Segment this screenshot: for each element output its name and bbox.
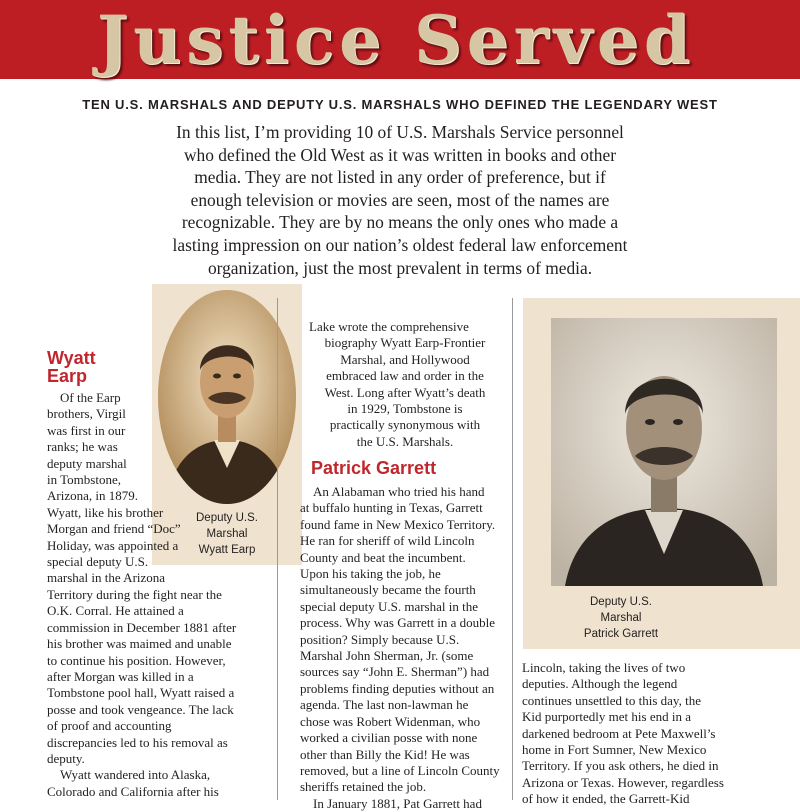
text-line: in Tombstone, bbox=[47, 472, 121, 488]
patrick-garrett-caption bbox=[563, 594, 679, 642]
text-line: commission in December 1881 after bbox=[47, 619, 237, 635]
text-line: position? Simply because U.S. bbox=[300, 631, 460, 647]
caption-line: Wyatt Earp bbox=[198, 544, 256, 556]
text-line: deputy marshal bbox=[47, 455, 127, 471]
intro-line: organization, just the most prevalent in terms of media. bbox=[207, 257, 593, 278]
wyatt-earp-text-wide bbox=[47, 587, 236, 800]
text-line: practically synonymous with bbox=[329, 417, 481, 433]
caption-line: Patrick Garrett bbox=[583, 628, 659, 640]
text-line: brothers, Virgil bbox=[47, 406, 126, 422]
text-line: chose was Robert Widenman, who bbox=[300, 713, 481, 729]
text-line: worked a civilian posse with none bbox=[300, 730, 478, 746]
text-line: County and beat the incumbent. bbox=[300, 549, 466, 565]
text-line: after Morgan was killed in a bbox=[47, 669, 194, 685]
wyatt-earp-text-narrow bbox=[47, 390, 181, 587]
text-line: special deputy U.S. marshal in the bbox=[300, 598, 478, 614]
text-line: of proof and accounting bbox=[47, 718, 172, 734]
text-line: Marshal John Sherman, Jr. (some bbox=[300, 648, 474, 664]
text-line bbox=[311, 335, 499, 351]
text-line: In January 1881, Pat Garrett had bbox=[313, 795, 482, 811]
caption-line: Marshal bbox=[600, 612, 642, 624]
text-line: to continue his position. However, bbox=[47, 652, 226, 668]
text-line: He ran for sheriff of wild Lincoln bbox=[300, 533, 475, 549]
caption-line: Deputy U.S. bbox=[590, 596, 652, 608]
text-line: sources say “John E. Sherman”) had bbox=[300, 664, 490, 680]
text-line: Marshal, and Hollywood bbox=[340, 351, 470, 367]
text-line: process. Why was Garrett in a double bbox=[300, 615, 496, 631]
text-line: Lincoln, taking the lives of two bbox=[522, 660, 686, 675]
text-line: Territory during the fight near the bbox=[47, 587, 222, 602]
text-line: his brother was maimed and unable bbox=[47, 636, 232, 652]
text-line: Arizona or Texas. However, regardless bbox=[522, 774, 724, 790]
patrick-garrett-heading: Patrick Garrett bbox=[311, 458, 437, 478]
wyatt-earp-heading bbox=[47, 349, 96, 385]
column-rule-left bbox=[277, 298, 278, 800]
text-line: sheriffs retained the job. bbox=[300, 779, 427, 795]
title-banner bbox=[0, 0, 800, 79]
text-line: Upon his taking the job, he bbox=[300, 566, 441, 582]
text-line: embraced law and order in the bbox=[326, 368, 484, 384]
text-line: Wyatt wandered into Alaska, bbox=[60, 767, 211, 783]
text-line: of how it ended, the Garrett-Kid bbox=[522, 791, 690, 807]
intro-line: media. They are not listed in any order of preference, but if bbox=[194, 167, 606, 188]
text-line: Arizona, in 1879. bbox=[47, 488, 138, 504]
intro-line: who defined the Old West as it was written in books and other bbox=[184, 144, 616, 165]
text-line: at buffalo hunting in Texas, Garrett bbox=[300, 500, 483, 516]
text-line: Holiday, was appointed a bbox=[47, 537, 179, 553]
text-line: agenda. The last non-lawman he bbox=[300, 697, 469, 713]
intro-line: recognizable. They are by no means the only ones who made a bbox=[181, 212, 619, 233]
heading-line: Earp bbox=[47, 366, 88, 386]
text-line: Morgan and friend “Doc” bbox=[47, 521, 181, 537]
text-line: the U.S. Marshals. bbox=[356, 433, 454, 449]
patrick-garrett-photo-frame bbox=[523, 298, 800, 649]
portrait-illustration bbox=[551, 318, 777, 586]
text-line: darkened bedroom at Pete Maxwell’s bbox=[522, 725, 716, 741]
text-line: posse and took vengeance. The lack bbox=[47, 701, 234, 717]
intro-paragraph bbox=[140, 121, 660, 279]
page-title: Justice Served bbox=[97, 1, 695, 79]
text-line: Territory. If you ask others, he died in bbox=[522, 758, 719, 774]
text-line: ranks; he was bbox=[47, 439, 118, 455]
text-line: continues unsettled to this day, the bbox=[522, 692, 701, 708]
wyatt-earp-continued bbox=[311, 319, 499, 450]
column-rule-right bbox=[512, 298, 513, 800]
intro-line: enough television or movies are seen, most of the names are bbox=[190, 189, 610, 210]
text-line: simultaneously became the fourth bbox=[300, 582, 476, 598]
patrick-garrett-text-continued bbox=[522, 660, 724, 808]
caption-line: Deputy U.S. bbox=[196, 512, 258, 524]
text-line: Colorado and California after his bbox=[47, 783, 219, 799]
caption-line: Marshal bbox=[206, 528, 248, 540]
text-line: Kid purportedly met his end in a bbox=[522, 709, 691, 725]
patrick-garrett-text bbox=[300, 484, 500, 812]
intro-line: In this list, I’m providing 10 of U.S. Marshals Service personnel bbox=[176, 122, 624, 142]
heading-line: Wyatt bbox=[47, 348, 96, 368]
text-line: was first in our bbox=[47, 422, 126, 438]
text-line: special deputy U.S. bbox=[47, 554, 149, 570]
text-line: in 1929, Tombstone is bbox=[347, 401, 463, 417]
text-fragment: biography Wyatt Earp-Frontier bbox=[324, 335, 486, 351]
patrick-garrett-portrait bbox=[551, 318, 777, 586]
text-line: Wyatt, like his brother bbox=[47, 504, 164, 520]
text-line: West. Long after Wyatt’s death bbox=[324, 384, 486, 400]
text-line: marshal in the Arizona bbox=[47, 570, 166, 586]
text-line: other than Billy the Kid! He was bbox=[300, 746, 470, 762]
text-line: Tombstone pool hall, Wyatt raised a bbox=[47, 685, 235, 701]
section-kicker: TEN U.S. MARSHALS AND DEPUTY U.S. MARSHALS WHO DEFINED THE LEGENDARY WEST bbox=[82, 97, 718, 112]
text-line: deputies. Although the legend bbox=[522, 676, 678, 692]
text-line: removed, but a line of Lincoln County bbox=[300, 762, 500, 778]
text-line: Lake wrote the comprehensive bbox=[309, 319, 469, 334]
text-line: discrepancies led to his removal as bbox=[47, 734, 228, 750]
text-line: An Alabaman who tried his hand bbox=[313, 484, 485, 499]
text-line: Of the Earp bbox=[60, 390, 121, 405]
text-line: home in Fort Sumner, New Mexico bbox=[522, 742, 707, 758]
text-line: found fame in New Mexico Territory. bbox=[300, 516, 496, 532]
text-line: O.K. Corral. He attained a bbox=[47, 603, 184, 619]
text-line: deputy. bbox=[47, 751, 85, 767]
intro-line: lasting impression on our nation’s oldest federal law enforcement bbox=[172, 234, 628, 255]
text-line: problems finding deputies without an bbox=[300, 680, 495, 696]
